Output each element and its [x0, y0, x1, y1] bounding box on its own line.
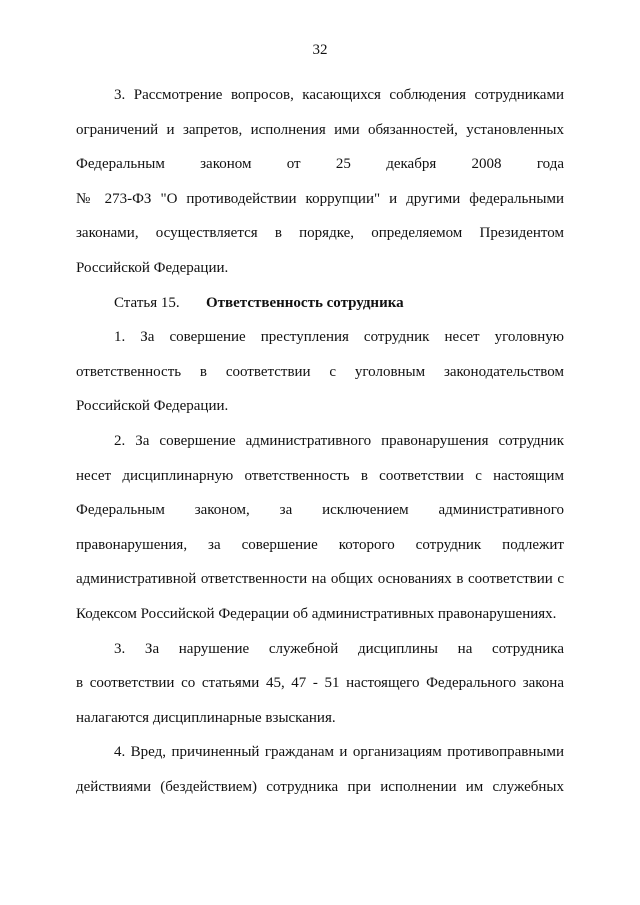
text-line: законами, осуществляется в порядке, определяемом Президентом [76, 225, 564, 242]
article-number: Статья 15. [114, 294, 180, 311]
text-line: № 273-ФЗ "О противодействии коррупции" и другими федеральными [76, 190, 564, 207]
document-body [76, 78, 564, 804]
article-part-2 [76, 424, 564, 632]
text-line: 2. За совершение административного правонарушения сотрудник [114, 432, 564, 449]
article-heading [76, 286, 564, 321]
text-line: ответственность в соответствии с уголовным законодательством [76, 363, 564, 380]
article-part-4 [76, 735, 564, 804]
text-line: Российской Федерации. [76, 398, 229, 415]
text-line: 4. Вред, причиненный гражданам и организациям противоправными [114, 744, 564, 761]
page-number: 32 [312, 42, 328, 58]
text-line: ограничений и запретов, исполнения ими обязанностей, установленных [76, 121, 564, 138]
text-line: Российской Федерации. [76, 259, 229, 276]
article-part-3 [76, 632, 564, 736]
text-line: 1. За совершение преступления сотрудник несет уголовную [114, 329, 564, 346]
text-line: налагаются дисциплинарные взыскания. [76, 709, 336, 726]
text-line: административной ответственности на общих основаниях в соответствии с [76, 571, 564, 588]
text-line: действиями (бездействием) сотрудника при исполнении им служебных [76, 778, 564, 795]
article-part-1 [76, 320, 564, 424]
text-line: в соответствии со статьями 45, 47 - 51 настоящего Федерального закона [76, 675, 564, 692]
text-line: 3. Рассмотрение вопросов, касающихся соблюдения сотрудниками [114, 87, 564, 103]
text-line: Кодексом Российской Федерации об административных правонарушениях. [76, 605, 557, 622]
text-line: Федеральным законом от 25 декабря 2008 года [76, 156, 564, 173]
paragraph-item-3 [76, 78, 564, 286]
article-title: Ответственность сотрудника [206, 294, 404, 311]
text-line: Федеральным законом, за исключением административного [76, 502, 564, 519]
text-line: 3. За нарушение служебной дисциплины на сотрудника [114, 640, 564, 657]
text-line: несет дисциплинарную ответственность в соответствии с настоящим [76, 467, 564, 484]
text-line: правонарушения, за совершение которого сотрудник подлежит [76, 536, 564, 553]
